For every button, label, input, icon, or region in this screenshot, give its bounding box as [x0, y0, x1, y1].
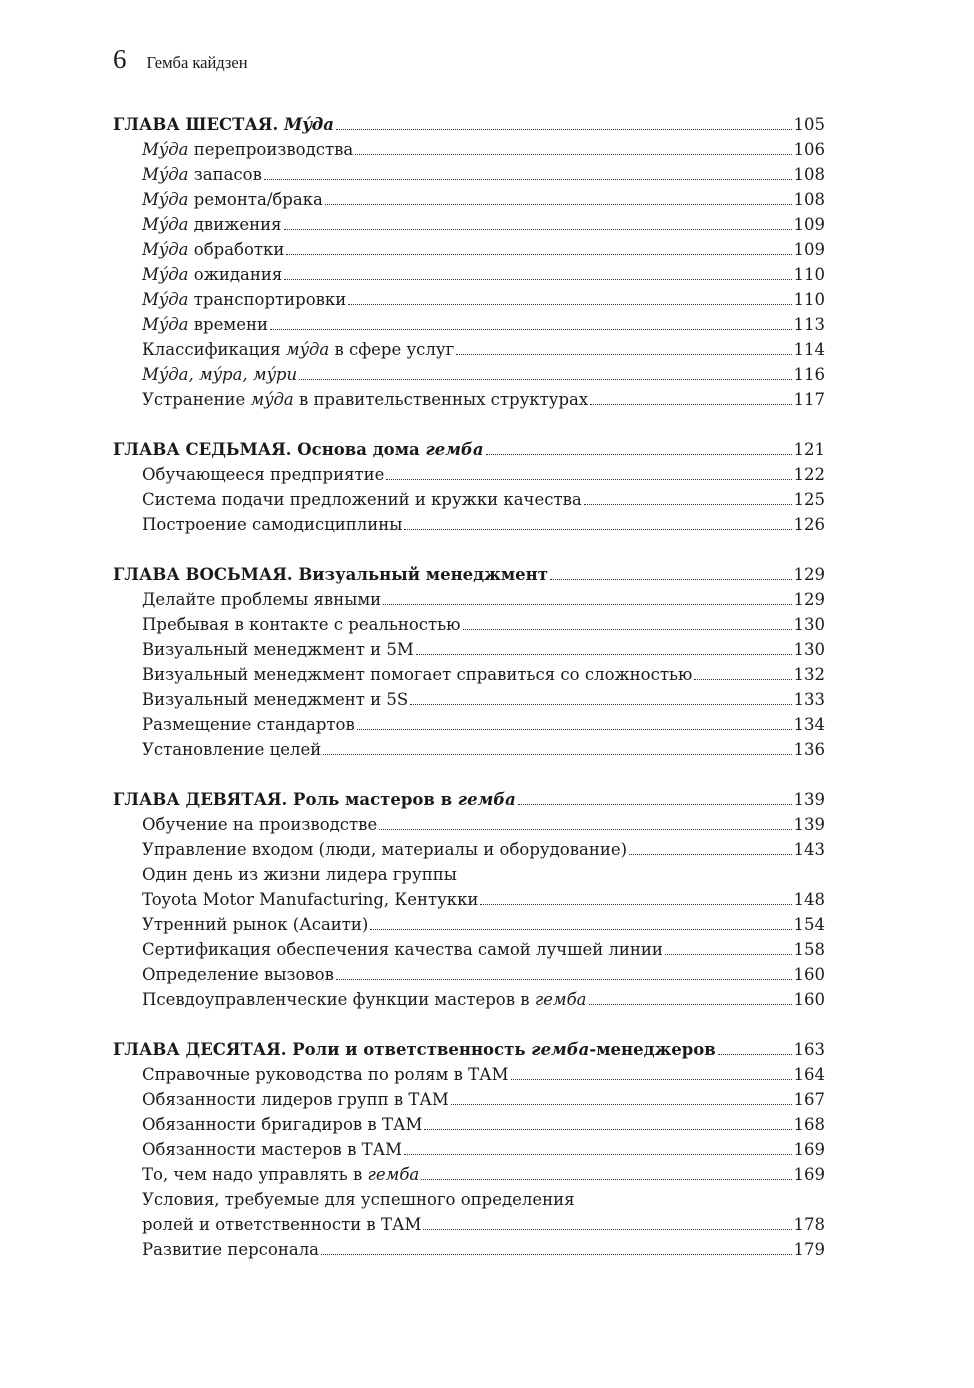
toc-entry-title [142, 940, 663, 960]
toc-entry-text: Обязанности лидеров групп в ТАМ [142, 1090, 449, 1109]
toc-entry-title [142, 715, 355, 735]
toc-entry-title [113, 565, 548, 585]
toc-page-number: 110 [793, 290, 825, 309]
toc-page-number: 110 [793, 265, 825, 284]
toc-entry-text: Мýда [142, 315, 189, 334]
toc-page-number: 129 [793, 565, 825, 584]
table-of-contents [113, 110, 825, 1260]
dot-leader [589, 1003, 792, 1005]
toc-page-number: 106 [793, 140, 825, 159]
toc-section-entry [113, 935, 825, 960]
dot-leader [550, 578, 792, 580]
toc-entry-title [142, 590, 381, 610]
dot-leader [355, 153, 791, 155]
toc-section-entry [113, 210, 825, 235]
toc-section-entry [113, 1110, 825, 1135]
toc-section-entry [113, 160, 825, 185]
toc-chapter-entry [113, 435, 825, 460]
dot-leader [357, 728, 792, 730]
dot-leader [404, 1153, 791, 1155]
toc-section-entry [113, 335, 825, 360]
toc-entry-text: Мýда [142, 265, 189, 284]
toc-section-entry [113, 285, 825, 310]
toc-section-entry [113, 585, 825, 610]
toc-chapter-entry [113, 1035, 825, 1060]
toc-entry-text: ожидания [188, 265, 283, 284]
toc-entry-text: Мýда [142, 240, 189, 259]
toc-section-entry [113, 910, 825, 935]
toc-section-entry [113, 135, 825, 160]
toc-page-number: 121 [793, 440, 825, 459]
toc-page-number: 130 [793, 615, 825, 634]
toc-entry-title [142, 840, 627, 860]
dot-leader [321, 1253, 791, 1255]
page-header [113, 44, 248, 84]
dot-leader [286, 253, 791, 255]
toc-page-number: 169 [793, 1140, 825, 1159]
toc-page-number: 117 [793, 390, 825, 409]
dot-leader [665, 953, 792, 955]
dot-leader [323, 753, 791, 755]
toc-page-number: 179 [793, 1240, 825, 1259]
dot-leader [379, 828, 791, 830]
toc-entry-text: ГЛАВА СЕДЬМАЯ. Основа дома [113, 440, 426, 459]
toc-entry-text: Установление целей [142, 740, 322, 759]
toc-page-number: 109 [793, 215, 825, 234]
toc-entry-text: Мýда [142, 140, 189, 159]
toc-page-number: 164 [793, 1065, 825, 1084]
dot-leader [370, 928, 791, 930]
toc-page-number: 139 [793, 815, 825, 834]
toc-entry-title [142, 140, 353, 160]
toc-entry-text: времени [188, 315, 268, 334]
toc-section-entry [113, 660, 825, 685]
toc-section-entry [113, 485, 825, 510]
toc-entry-text: в сфере услуг [329, 340, 455, 359]
toc-entry-title [142, 290, 346, 310]
toc-page-number: 163 [793, 1040, 825, 1059]
toc-entry-text: Мýда [142, 215, 189, 234]
toc-entry-text: движения [188, 215, 282, 234]
toc-section-entry [113, 960, 825, 985]
toc-entry-title [142, 1090, 449, 1110]
toc-entry-text: Сертификация обеспечения качества самой лучшей линии [142, 940, 663, 959]
toc-entry-title [113, 1040, 716, 1060]
dot-leader [423, 1228, 791, 1230]
toc-entry-text: гемба [457, 790, 516, 809]
toc-entry-text: Обучающееся предприятие [142, 465, 385, 484]
toc-entry-title [142, 1165, 419, 1185]
toc-page-number: 108 [793, 165, 825, 184]
toc-entry-text: Один день из жизни лидера группы [142, 865, 457, 884]
toc-section-entry [113, 885, 825, 910]
toc-entry-text: Определение вызовов [142, 965, 334, 984]
toc-section-entry [113, 360, 825, 385]
toc-page-number: 169 [793, 1165, 825, 1184]
dot-leader [299, 378, 791, 380]
toc-entry-title [142, 465, 384, 485]
toc-section-entry [113, 1235, 825, 1260]
toc-section-entry [113, 860, 825, 885]
toc-page-number: 126 [793, 515, 825, 534]
toc-section-entry [113, 385, 825, 410]
toc-entry-text: ремонта/брака [188, 190, 323, 209]
toc-entry-title [142, 890, 478, 910]
dot-leader [511, 1078, 792, 1080]
toc-entry-title [142, 615, 461, 635]
toc-page-number: 109 [793, 240, 825, 259]
toc-section-entry [113, 510, 825, 535]
toc-entry-title [142, 1240, 319, 1260]
toc-entry-title [142, 740, 321, 760]
toc-chapter-entry [113, 785, 825, 810]
toc-page-number: 168 [793, 1115, 825, 1134]
toc-page-number: 154 [793, 915, 825, 934]
toc-entry-title [113, 440, 484, 460]
dot-leader [416, 653, 792, 655]
toc-entry-title [142, 340, 454, 360]
toc-entry-title [142, 915, 368, 935]
dot-leader [584, 503, 792, 505]
toc-entry-title [142, 640, 414, 660]
toc-section-entry [113, 635, 825, 660]
toc-entry-title [142, 1140, 402, 1160]
toc-section-entry [113, 1060, 825, 1085]
page-number: 6 [113, 44, 127, 74]
toc-entry-title [142, 390, 588, 410]
toc-entry-text: Утренний рынок (Асаити) [142, 915, 369, 934]
dot-leader [421, 1178, 791, 1180]
toc-entry-title [142, 515, 402, 535]
dot-leader [694, 678, 791, 680]
toc-entry-text: мýда [285, 340, 330, 359]
toc-entry-text: Справочные руководства по ролям в ТАМ [142, 1065, 509, 1084]
toc-entry-text: Toyota Motor Manufacturing, Кентукки [142, 890, 479, 909]
toc-entry-text: ГЛАВА ДЕВЯТАЯ. Роль мастеров в [113, 790, 458, 809]
toc-entry-text: Мýда, мýра, мýри [142, 365, 298, 384]
toc-page-number: 116 [793, 365, 825, 384]
toc-chapter-entry [113, 560, 825, 585]
toc-entry-text: -менеджеров [589, 1040, 716, 1059]
toc-section-entry [113, 1160, 825, 1185]
dot-leader [480, 903, 791, 905]
toc-page-number: 129 [793, 590, 825, 609]
dot-leader [463, 628, 792, 630]
toc-page-number: 132 [793, 665, 825, 684]
toc-page-number: 143 [793, 840, 825, 859]
toc-section-entry [113, 610, 825, 635]
toc-entry-title [142, 690, 408, 710]
toc-entry-text: Визуальный менеджмент и 5S [142, 690, 409, 709]
dot-leader [410, 703, 791, 705]
toc-entry-text: Построение самодисциплины [142, 515, 403, 534]
dot-leader [518, 803, 792, 805]
toc-entry-text: мýда [250, 390, 294, 409]
toc-entry-title [113, 790, 516, 810]
toc-entry-text: Управление входом (люди, материалы и оборудование) [142, 840, 628, 859]
toc-section-entry [113, 710, 825, 735]
toc-entry-text: гемба [425, 440, 484, 459]
toc-page-number: 148 [793, 890, 825, 909]
toc-page-number: 160 [793, 965, 825, 984]
toc-entry-text: То, чем надо управлять в [142, 1165, 368, 1184]
toc-entry-text: перепроизводства [188, 140, 354, 159]
toc-section-entry [113, 260, 825, 285]
toc-entry-text: обработки [188, 240, 285, 259]
toc-entry-text: Классификация [142, 340, 286, 359]
toc-page-number: 125 [793, 490, 825, 509]
toc-section-entry [113, 1085, 825, 1110]
toc-page-number: 160 [793, 990, 825, 1009]
toc-page-number: 105 [793, 115, 825, 134]
toc-section-entry [113, 235, 825, 260]
toc-entry-text: Размещение стандартов [142, 715, 355, 734]
toc-section-entry [113, 735, 825, 760]
toc-page-number: 167 [793, 1090, 825, 1109]
toc-entry-title [142, 865, 457, 885]
toc-entry-title [142, 1115, 422, 1135]
toc-entry-text: ролей и ответственности в ТАМ [142, 1215, 422, 1234]
toc-page-number: 158 [793, 940, 825, 959]
toc-entry-text: Условия, требуемые для успешного определения [142, 1190, 575, 1209]
dot-leader [336, 978, 792, 980]
toc-entry-title [113, 115, 334, 135]
toc-entry-text: Визуальный менеджмент помогает справиться со сложностью [142, 665, 693, 684]
toc-entry-text: ГЛАВА ВОСЬМАЯ. Визуальный менеджмент [113, 565, 548, 584]
toc-entry-text: Мýда [142, 190, 189, 209]
toc-entry-text: гемба [367, 1165, 420, 1184]
toc-page-number: 130 [793, 640, 825, 659]
toc-entry-title [142, 1190, 575, 1210]
dot-leader [386, 478, 791, 480]
toc-entry-title [142, 240, 284, 260]
toc-section-entry [113, 1210, 825, 1235]
dot-leader [629, 853, 791, 855]
toc-entry-title [142, 990, 587, 1010]
toc-entry-text: Развитие персонала [142, 1240, 320, 1259]
toc-entry-text: Пребывая в контакте с реальностью [142, 615, 461, 634]
toc-entry-title [142, 165, 262, 185]
toc-entry-title [142, 1215, 421, 1235]
toc-entry-text: запасов [188, 165, 262, 184]
toc-entry-text: Мýда [142, 165, 189, 184]
toc-section-entry [113, 460, 825, 485]
toc-section-entry [113, 810, 825, 835]
toc-section-entry [113, 1185, 825, 1210]
dot-leader [451, 1103, 792, 1105]
dot-leader [325, 203, 792, 205]
toc-entry-text: Псевдоуправленческие функции мастеров в [142, 990, 535, 1009]
toc-entry-text: Мýда [283, 115, 334, 134]
dot-leader [456, 353, 791, 355]
toc-page-number: 139 [793, 790, 825, 809]
toc-page-number: 122 [793, 465, 825, 484]
toc-entry-text: Обучение на производстве [142, 815, 378, 834]
toc-entry-title [142, 1065, 509, 1085]
toc-entry-text: ГЛАВА ДЕСЯТАЯ. Роли и ответственность [113, 1040, 532, 1059]
toc-entry-text: транспортировки [188, 290, 347, 309]
toc-entry-text: Система подачи предложений и кружки качества [142, 490, 582, 509]
toc-section-entry [113, 185, 825, 210]
toc-section-entry [113, 985, 825, 1010]
toc-entry-text: Обязанности бригадиров в ТАМ [142, 1115, 423, 1134]
dot-leader [270, 328, 792, 330]
toc-entry-text: Устранение [142, 390, 251, 409]
toc-entry-title [142, 190, 323, 210]
toc-entry-title [142, 965, 334, 985]
toc-page-number: 136 [793, 740, 825, 759]
running-title: Гемба кайдзен [146, 53, 248, 72]
dot-leader [264, 178, 792, 180]
toc-section-entry [113, 1135, 825, 1160]
toc-entry-title [142, 315, 268, 335]
toc-entry-text: Мýда [142, 290, 189, 309]
toc-entry-text: гемба [531, 1040, 590, 1059]
toc-entry-text: Делайте проблемы явными [142, 590, 382, 609]
dot-leader [590, 403, 791, 405]
toc-entry-text: Обязанности мастеров в ТАМ [142, 1140, 403, 1159]
toc-section-entry [113, 685, 825, 710]
dot-leader [404, 528, 791, 530]
dot-leader [336, 128, 792, 130]
toc-entry-title [142, 215, 282, 235]
dot-leader [718, 1053, 792, 1055]
toc-page-number: 133 [793, 690, 825, 709]
toc-page-number: 114 [793, 340, 825, 359]
toc-entry-title [142, 365, 297, 385]
dot-leader [284, 278, 791, 280]
toc-entry-title [142, 665, 692, 685]
dot-leader [486, 453, 792, 455]
toc-entry-text: Визуальный менеджмент и 5М [142, 640, 414, 659]
toc-entry-text: ГЛАВА ШЕСТАЯ. [113, 115, 284, 134]
dot-leader [348, 303, 791, 305]
toc-entry-title [142, 490, 582, 510]
toc-section-entry [113, 310, 825, 335]
toc-page-number: 108 [793, 190, 825, 209]
toc-section-entry [113, 835, 825, 860]
toc-chapter-entry [113, 110, 825, 135]
toc-entry-text: в правительственных структурах [293, 390, 589, 409]
toc-page-number: 113 [793, 315, 825, 334]
toc-entry-text: гемба [534, 990, 587, 1009]
dot-leader [424, 1128, 791, 1130]
toc-entry-title [142, 265, 282, 285]
toc-page-number: 134 [793, 715, 825, 734]
toc-page-number: 178 [793, 1215, 825, 1234]
dot-leader [383, 603, 791, 605]
dot-leader [284, 228, 792, 230]
toc-entry-title [142, 815, 377, 835]
